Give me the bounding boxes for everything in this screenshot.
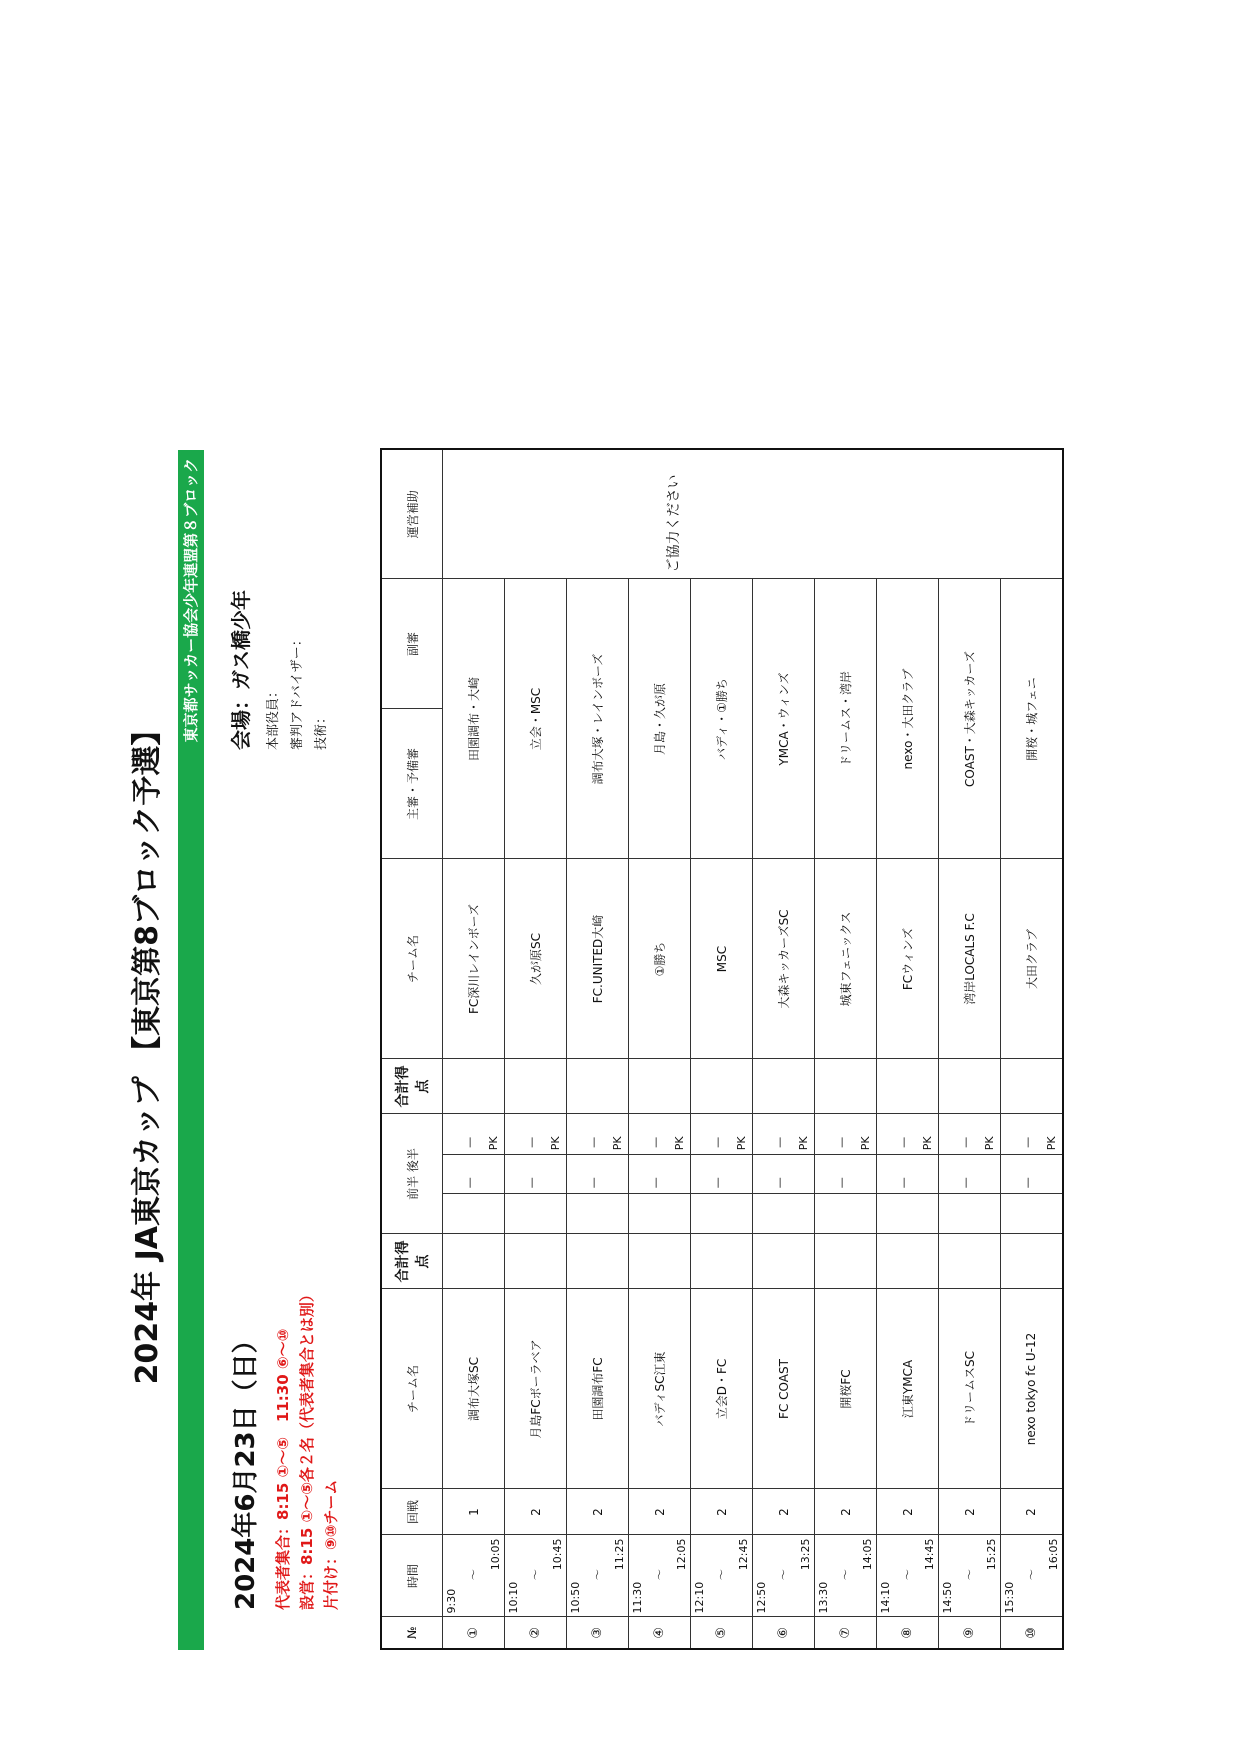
second-half-mark: — <box>587 1136 600 1148</box>
team2-total[interactable] <box>505 1059 567 1114</box>
match-no: ③ <box>567 1617 629 1649</box>
second-half-mark: — <box>773 1136 786 1148</box>
start-time: 10:50 <box>569 1581 582 1614</box>
match-no: ⑦ <box>815 1617 877 1649</box>
team1-name: バディSC江東 <box>629 1289 691 1489</box>
match-round: 2 <box>753 1489 815 1535</box>
team2-name: 湾岸LOCALS F.C <box>939 859 1001 1059</box>
end-time: 12:05 <box>675 1538 688 1571</box>
time-separator: 〜 <box>591 1569 604 1581</box>
organization-name: 東京都サッカー協会少年連盟第８ブロック <box>182 458 200 743</box>
team1-name: 開桜FC <box>815 1289 877 1489</box>
pk-mark: PK <box>673 1136 686 1151</box>
second-half-mark: — <box>711 1136 724 1148</box>
half-scores[interactable] <box>1001 1114 1063 1234</box>
match-time <box>939 1535 1001 1617</box>
match-round: 2 <box>505 1489 567 1535</box>
referees: 開桜・城フェニ <box>1001 579 1063 859</box>
team1-total[interactable] <box>567 1234 629 1289</box>
team2-name: FC.UNITED大崎 <box>567 859 629 1059</box>
referees: ドリームス・湾岸 <box>815 579 877 859</box>
end-time: 13:25 <box>799 1538 812 1571</box>
header-time: 時間 <box>381 1535 443 1617</box>
team2-name: ①勝ち <box>629 859 691 1059</box>
half-scores[interactable] <box>939 1114 1001 1234</box>
pk-mark: PK <box>797 1136 810 1151</box>
support-note-cell <box>443 449 1063 579</box>
header-sub-ref: 副審 <box>381 579 443 709</box>
match-no: ⑧ <box>877 1617 939 1649</box>
team2-name: FC深川レインボーズ <box>443 859 505 1059</box>
half-scores[interactable] <box>815 1114 877 1234</box>
half-scores[interactable] <box>567 1114 629 1234</box>
team2-total[interactable] <box>443 1059 505 1114</box>
second-half-mark: — <box>1021 1136 1034 1148</box>
first-half-mark: — <box>525 1177 538 1189</box>
notice-setup: 設営：8:15 ①〜⑤各２名（代表者集合とは別） <box>298 1287 316 1610</box>
match-row <box>815 449 877 1649</box>
first-half-mark: — <box>463 1177 476 1189</box>
header-team2: チーム名 <box>381 859 443 1059</box>
match-round: 2 <box>877 1489 939 1535</box>
match-row <box>753 449 815 1649</box>
half-scores[interactable] <box>877 1114 939 1234</box>
team1-name: 田園調布FC <box>567 1289 629 1489</box>
half-scores[interactable] <box>505 1114 567 1234</box>
team1-name: 江東YMCA <box>877 1289 939 1489</box>
match-time <box>567 1535 629 1617</box>
pk-mark: PK <box>611 1136 624 1151</box>
match-time <box>877 1535 939 1617</box>
referees: YMCA・ウィンズ <box>753 579 815 859</box>
team1-total[interactable] <box>1001 1234 1063 1289</box>
match-round: 2 <box>691 1489 753 1535</box>
time-separator: 〜 <box>467 1569 480 1581</box>
match-time <box>815 1535 877 1617</box>
staff-hq: 本部役員： <box>266 684 281 750</box>
match-round: 2 <box>567 1489 629 1535</box>
time-separator: 〜 <box>1025 1569 1038 1581</box>
referees: 立会・MSC <box>505 579 567 859</box>
match-row <box>939 449 1001 1649</box>
referees: 田園調布・大崎 <box>443 579 505 859</box>
start-time: 9:30 <box>445 1588 458 1614</box>
half-scores[interactable] <box>443 1114 505 1234</box>
time-separator: 〜 <box>715 1569 728 1581</box>
match-time <box>1001 1535 1063 1617</box>
team1-name: 月島FCボーラベア <box>505 1289 567 1489</box>
team2-total[interactable] <box>877 1059 939 1114</box>
support-note: ご協力ください <box>666 474 682 573</box>
time-separator: 〜 <box>901 1569 914 1581</box>
team1-total[interactable] <box>877 1234 939 1289</box>
team1-total[interactable] <box>815 1234 877 1289</box>
team2-total[interactable] <box>753 1059 815 1114</box>
end-time: 11:25 <box>613 1538 626 1571</box>
match-time <box>629 1535 691 1617</box>
team1-total[interactable] <box>443 1234 505 1289</box>
team1-total[interactable] <box>505 1234 567 1289</box>
team2-total[interactable] <box>939 1059 1001 1114</box>
team1-total[interactable] <box>753 1234 815 1289</box>
header-total2: 合計得点 <box>381 1059 443 1114</box>
half-scores[interactable] <box>629 1114 691 1234</box>
match-no: ⑨ <box>939 1617 1001 1649</box>
pk-mark: PK <box>983 1136 996 1151</box>
match-no: ① <box>443 1617 505 1649</box>
team1-total[interactable] <box>939 1234 1001 1289</box>
first-half-mark: — <box>897 1177 910 1189</box>
start-time: 11:30 <box>631 1581 644 1614</box>
match-round: 2 <box>815 1489 877 1535</box>
first-half-mark: — <box>1021 1177 1034 1189</box>
match-round: 2 <box>1001 1489 1063 1535</box>
referees: バディ・①勝ち <box>691 579 753 859</box>
second-half-mark: — <box>897 1136 910 1148</box>
time-separator: 〜 <box>529 1569 542 1581</box>
first-half-mark: — <box>711 1177 724 1189</box>
event-date: 2024年6月23日（日） <box>231 1327 261 1610</box>
team2-total[interactable] <box>629 1059 691 1114</box>
match-row <box>567 449 629 1649</box>
start-time: 14:50 <box>941 1581 954 1614</box>
match-time <box>443 1535 505 1617</box>
second-half-mark: — <box>835 1136 848 1148</box>
pk-mark: PK <box>859 1136 872 1151</box>
team2-name: 大森キッカーズSC <box>753 859 815 1059</box>
match-row <box>877 449 939 1649</box>
time-separator: 〜 <box>839 1569 852 1581</box>
referees: COAST・大森キッカーズ <box>939 579 1001 859</box>
team2-name: 大田クラブ <box>1001 859 1063 1059</box>
team1-total[interactable] <box>629 1234 691 1289</box>
first-half-mark: — <box>959 1177 972 1189</box>
team2-total[interactable] <box>815 1059 877 1114</box>
header-main-ref: 主審・予備審 <box>381 709 443 859</box>
match-no: ⑥ <box>753 1617 815 1649</box>
match-row <box>691 449 753 1649</box>
team2-total[interactable] <box>691 1059 753 1114</box>
half-scores[interactable] <box>691 1114 753 1234</box>
match-row <box>629 449 691 1649</box>
first-half-mark: — <box>835 1177 848 1189</box>
match-time <box>753 1535 815 1617</box>
match-round: 2 <box>939 1489 1001 1535</box>
match-round: 1 <box>443 1489 505 1535</box>
team1-name: FC COAST <box>753 1289 815 1489</box>
team2-name: 城東フェニックス <box>815 859 877 1059</box>
start-time: 12:10 <box>693 1581 706 1614</box>
match-no: ⑤ <box>691 1617 753 1649</box>
end-time: 14:05 <box>861 1538 874 1571</box>
team1-name: 立会D・FC <box>691 1289 753 1489</box>
team1-total[interactable] <box>691 1234 753 1289</box>
header-round: 回戦 <box>381 1489 443 1535</box>
match-round: 2 <box>629 1489 691 1535</box>
match-row <box>443 449 505 1649</box>
header-total1: 合計得点 <box>381 1234 443 1289</box>
start-time: 10:10 <box>507 1581 520 1614</box>
referees: 調布大塚・レインボーズ <box>567 579 629 859</box>
start-time: 14:10 <box>879 1581 892 1614</box>
half-scores[interactable] <box>753 1114 815 1234</box>
match-time <box>505 1535 567 1617</box>
page-title: 2024年 JA東京カップ 【東京第8ブロック予選】 <box>130 715 165 1385</box>
team1-name: ドリームスSC <box>939 1289 1001 1489</box>
time-separator: 〜 <box>653 1569 666 1581</box>
notice-cleanup: 片付け：⑨⑩チーム <box>322 1479 340 1610</box>
match-no: ④ <box>629 1617 691 1649</box>
header-half: 前半 後半 <box>381 1114 443 1234</box>
match-schedule-table <box>380 448 1064 1650</box>
team2-name: FCウィンズ <box>877 859 939 1059</box>
referees: 月島・久が原 <box>629 579 691 859</box>
pk-mark: PK <box>487 1136 500 1151</box>
end-time: 10:45 <box>551 1538 564 1571</box>
first-half-mark: — <box>773 1177 786 1189</box>
team1-name: 調布大塚SC <box>443 1289 505 1489</box>
start-time: 15:30 <box>1003 1581 1016 1614</box>
team2-total[interactable] <box>1001 1059 1063 1114</box>
end-time: 14:45 <box>923 1538 936 1571</box>
staff-tech: 技術： <box>314 710 329 750</box>
second-half-mark: — <box>649 1136 662 1148</box>
staff-advisor: 審判アドバイザー： <box>290 633 305 750</box>
match-row <box>1001 449 1063 1649</box>
team2-name: 久が原SC <box>505 859 567 1059</box>
end-time: 16:05 <box>1046 1538 1060 1571</box>
match-time <box>691 1535 753 1617</box>
header-team1: チーム名 <box>381 1289 443 1489</box>
team2-total[interactable] <box>567 1059 629 1114</box>
venue-label: 会場：ガス橋少年 <box>229 590 253 750</box>
header-support: 運営補助 <box>381 449 443 579</box>
team1-name: nexo tokyo fc U-12 <box>1001 1289 1063 1489</box>
header-no: № <box>381 1617 443 1649</box>
start-time: 12:50 <box>755 1581 768 1614</box>
start-time: 13:30 <box>817 1581 830 1614</box>
first-half-mark: — <box>649 1177 662 1189</box>
second-half-mark: — <box>463 1136 476 1148</box>
referees: nexo・大田クラブ <box>877 579 939 859</box>
match-row <box>505 449 567 1649</box>
match-no: ⑩ <box>1001 1617 1063 1649</box>
notice-representative: 代表者集合：8:15 ①〜⑤ 11:30 ⑥〜⑩ <box>274 1328 292 1610</box>
first-half-mark: — <box>587 1177 600 1189</box>
end-time: 12:45 <box>737 1538 750 1571</box>
time-separator: 〜 <box>777 1569 790 1581</box>
pk-mark: PK <box>549 1136 562 1151</box>
pk-mark: PK <box>1044 1136 1058 1151</box>
second-half-mark: — <box>525 1136 538 1148</box>
pk-mark: PK <box>735 1136 748 1151</box>
team2-name: MSC <box>691 859 753 1059</box>
pk-mark: PK <box>921 1136 934 1151</box>
header-row <box>381 449 443 1649</box>
rotated-sheet <box>130 450 1080 1650</box>
time-separator: 〜 <box>963 1569 976 1581</box>
match-no: ② <box>505 1617 567 1649</box>
second-half-mark: — <box>959 1136 972 1148</box>
organization-banner <box>178 450 204 1650</box>
end-time: 10:05 <box>489 1538 502 1571</box>
end-time: 15:25 <box>985 1538 998 1571</box>
